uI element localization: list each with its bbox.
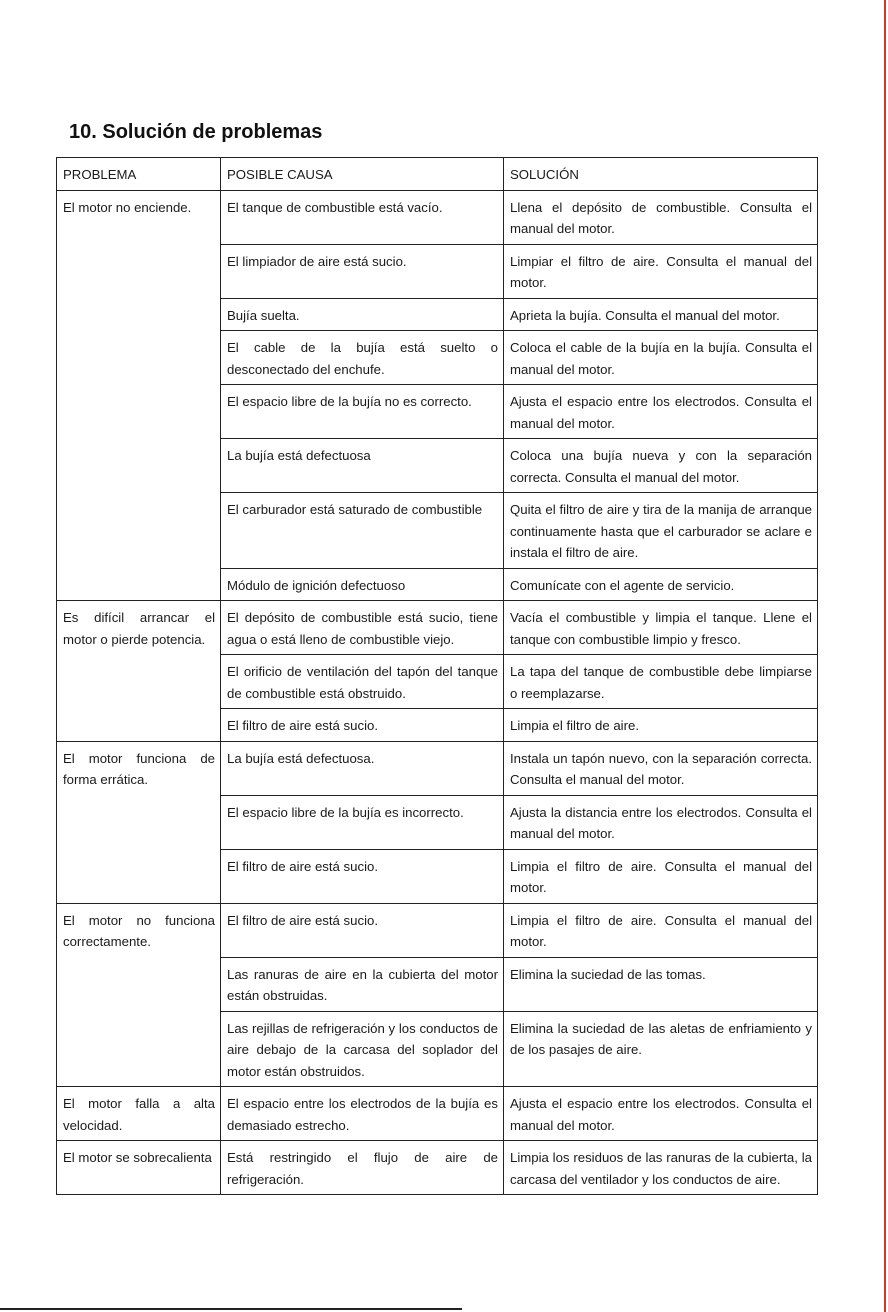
- solution-cell: Coloca una bujía nueva y con la separación correcta. Consulta el manual del motor.: [504, 439, 818, 493]
- table-header-row: [57, 158, 818, 191]
- solution-cell: Limpia los residuos de las ranuras de la cubierta, la carcasa del ventilador y los conductos de aire.: [504, 1141, 818, 1195]
- solution-cell: Elimina la suciedad de las aletas de enfriamiento y de los pasajes de aire.: [504, 1011, 818, 1087]
- solution-cell: Limpia el filtro de aire.: [504, 709, 818, 742]
- cause-cell: El filtro de aire está sucio.: [221, 903, 504, 957]
- cause-cell: Está restringido el flujo de aire de refrigeración.: [221, 1141, 504, 1195]
- solution-cell: Ajusta el espacio entre los electrodos. Consulta el manual del motor.: [504, 1087, 818, 1141]
- problem-cell: El motor se sobrecalienta: [57, 1141, 221, 1195]
- cause-cell: La bujía está defectuosa: [221, 439, 504, 493]
- cause-cell: El carburador está saturado de combustible: [221, 493, 504, 569]
- solution-cell: Vacía el combustible y limpia el tanque. Llene el tanque con combustible limpio y fresco.: [504, 601, 818, 655]
- solution-cell: Elimina la suciedad de las tomas.: [504, 957, 818, 1011]
- table-row: [57, 903, 818, 957]
- cause-cell: La bujía está defectuosa.: [221, 741, 504, 795]
- problem-cell: El motor funciona de forma errática.: [57, 741, 221, 903]
- cause-cell: El cable de la bujía está suelto o desconectado del enchufe.: [221, 331, 504, 385]
- solution-cell: Comunícate con el agente de servicio.: [504, 568, 818, 601]
- page-edge-line: [884, 0, 886, 1312]
- solution-cell: Coloca el cable de la bujía en la bujía. Consulta el manual del motor.: [504, 331, 818, 385]
- page-title: 10. Solución de problemas: [69, 121, 323, 143]
- problem-cell: El motor no funciona correctamente.: [57, 903, 221, 1087]
- table-row: [57, 601, 818, 655]
- solution-cell: Limpia el filtro de aire. Consulta el manual del motor.: [504, 903, 818, 957]
- solution-cell: Ajusta el espacio entre los electrodos. Consulta el manual del motor.: [504, 385, 818, 439]
- solution-cell: Instala un tapón nuevo, con la separación correcta. Consulta el manual del motor.: [504, 741, 818, 795]
- cause-cell: El filtro de aire está sucio.: [221, 709, 504, 742]
- problem-cell: El motor falla a alta velocidad.: [57, 1087, 221, 1141]
- table-row: [57, 1141, 818, 1195]
- table-body: [57, 190, 818, 1195]
- cause-cell: Las ranuras de aire en la cubierta del motor están obstruidas.: [221, 957, 504, 1011]
- table-row: [57, 190, 818, 244]
- solution-cell: La tapa del tanque de combustible debe limpiarse o reemplazarse.: [504, 655, 818, 709]
- footer-rule: [0, 1308, 462, 1310]
- troubleshooting-table: [56, 157, 818, 1195]
- cause-cell: El tanque de combustible está vacío.: [221, 190, 504, 244]
- cause-cell: El limpiador de aire está sucio.: [221, 244, 504, 298]
- header-problem: PROBLEMA: [57, 158, 221, 191]
- cause-cell: El filtro de aire está sucio.: [221, 849, 504, 903]
- problem-cell: Es difícil arrancar el motor o pierde potencia.: [57, 601, 221, 742]
- cause-cell: El espacio libre de la bujía es incorrecto.: [221, 795, 504, 849]
- header-cause: POSIBLE CAUSA: [221, 158, 504, 191]
- cause-cell: Módulo de ignición defectuoso: [221, 568, 504, 601]
- solution-cell: Quita el filtro de aire y tira de la manija de arranque continuamente hasta que el carburador se aclare e instala el filtro de aire.: [504, 493, 818, 569]
- problem-cell: El motor no enciende.: [57, 190, 221, 601]
- cause-cell: Las rejillas de refrigeración y los conductos de aire debajo de la carcasa del soplador del motor están obstruidos.: [221, 1011, 504, 1087]
- solution-cell: Limpiar el filtro de aire. Consulta el manual del motor.: [504, 244, 818, 298]
- cause-cell: El espacio entre los electrodos de la bujía es demasiado estrecho.: [221, 1087, 504, 1141]
- table-row: [57, 1087, 818, 1141]
- header-solution: SOLUCIÓN: [504, 158, 818, 191]
- solution-cell: Aprieta la bujía. Consulta el manual del motor.: [504, 298, 818, 331]
- cause-cell: El orificio de ventilación del tapón del tanque de combustible está obstruido.: [221, 655, 504, 709]
- solution-cell: Ajusta la distancia entre los electrodos. Consulta el manual del motor.: [504, 795, 818, 849]
- cause-cell: El espacio libre de la bujía no es correcto.: [221, 385, 504, 439]
- solution-cell: Limpia el filtro de aire. Consulta el manual del motor.: [504, 849, 818, 903]
- solution-cell: Llena el depósito de combustible. Consulta el manual del motor.: [504, 190, 818, 244]
- cause-cell: El depósito de combustible está sucio, tiene agua o está lleno de combustible viejo.: [221, 601, 504, 655]
- cause-cell: Bujía suelta.: [221, 298, 504, 331]
- table-row: [57, 741, 818, 795]
